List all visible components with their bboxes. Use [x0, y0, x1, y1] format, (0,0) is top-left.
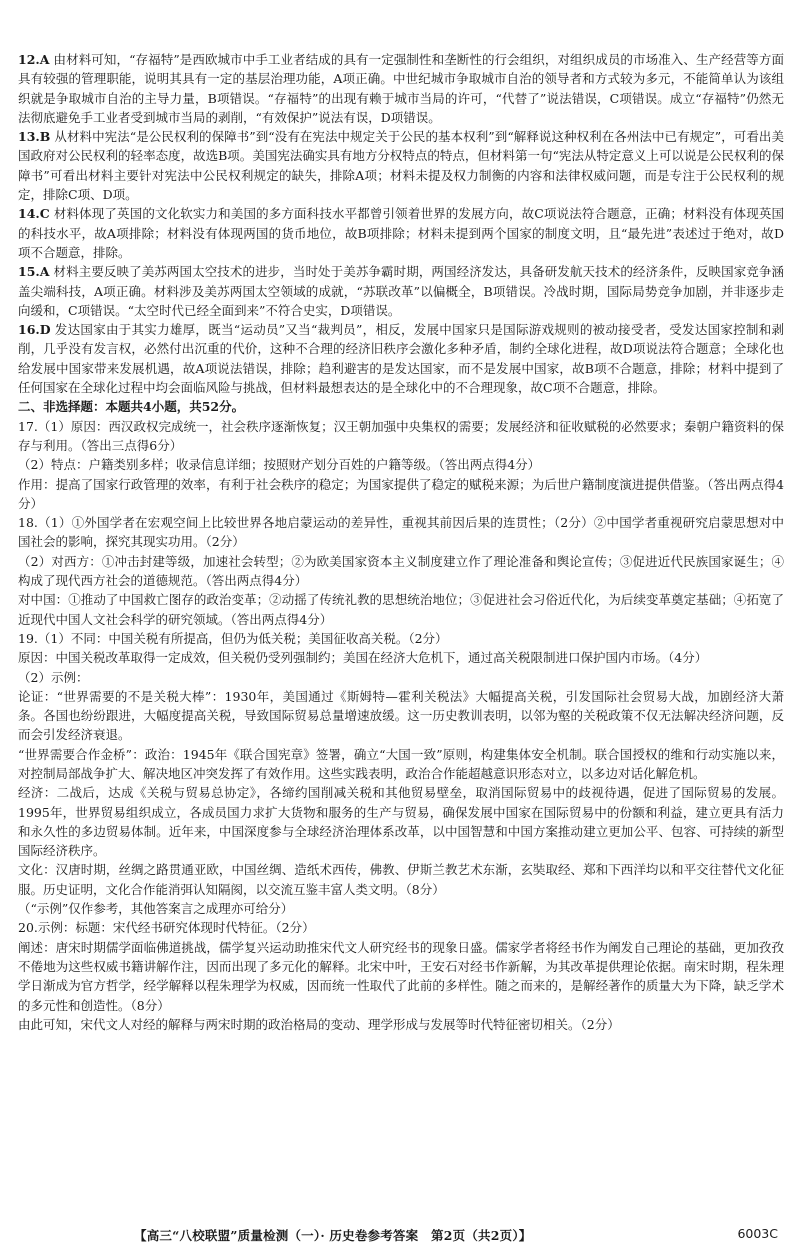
- answer-text: 从材料中宪法“是公民权利的保障书”到“没有在宪法中规定关于公民的基本权利”到“解释说这种权利在各州法中已有规定”，可看出美国政府对公民权利的轻率态度，故选B项。美国宪法确实具有地方分权特点的特点，但材料第一句“宪法从特定意义上可以说是公民权利的保障书”可看出材料主要针对宪法中公民权利规定的缺失，排除A项；材料未提及权力制衡的内容和法律权威问题，而是专注于公民权利的规定，排除C项、D项。: [18, 129, 784, 203]
- answer-12: [18, 50, 784, 127]
- answer-18-part-3: 对中国：①推动了中国救亡图存的政治变革；②动摇了传统礼教的思想统治地位；③促进社会习俗近代化，为后续变革奠定基础；④拓宽了近现代中国人文社会科学的研究领域。（答出两点得4分）: [18, 592, 784, 627]
- answer-18: [18, 513, 784, 629]
- answer-14: [18, 204, 784, 262]
- answer-20-part-3: 由此可知，宋代文人对经的解释与两宋时期的政治格局的变动、理学形成与发展等时代特征密切相关。（2分）: [18, 1016, 620, 1032]
- section-title: 二、非选择题：本题共4小题，共52分。: [18, 399, 245, 415]
- answer-19-part-5: “世界需要合作金桥”：政治：1945年《联合国宪章》签署，确立“大国一致”原则，构建集体安全机制。联合国授权的维和行动实施以来，对控制局部战争扩大、解决地区冲突发挥了有效作用。这些实践表明，政治合作能超越意识形态对立，以多边对话化解危机。: [18, 746, 784, 781]
- answer-19-part-7: 文化：汉唐时期，丝绸之路贯通亚欧，中国丝绸、造纸术西传，佛教、伊斯兰教艺术东渐，玄奘取经、郑和下西洋均以和平交往替代文化征服。历史证明，文化合作能消弭认知隔阂，以交流互鉴丰富人类文明。（8分）: [18, 862, 784, 897]
- answer-20: [18, 918, 784, 1034]
- answer-number: 12.A: [18, 52, 50, 67]
- answer-text: 材料主要反映了美苏两国太空技术的进步，当时处于美苏争霸时期，两国经济发达，具备研发航天技术的经济条件，反映国家竞争涵盖尖端科技，A项正确。材料涉及美苏两国太空领域的成就，“苏联改革”以偏概全，B项错误。冷战时期，国际局势竞争加剧，并非逐步走向缓和，C项错误。“太空时代已经全面到来”不符合史实，D项错误。: [18, 264, 784, 318]
- answer-20-part-2: 阐述：唐宋时期儒学面临佛道挑战，儒学复兴运动助推宋代文人研究经书的现象日盛。儒家学者将经书作为阐发自己理论的基础，更加孜孜不倦地为这些权威书籍讲解作注，因而出现了多元化的解释。北宋中叶，王安石对经书作新解，为其改革提供理论依据。南宋时期，程朱理学日渐成为官方哲学，经学解释以程朱理学为权威，因而统一性取代了此前的多样性。随之而来的，是解经著作的质量大为下降，缺乏学术的多元性和创造性。（8分）: [18, 939, 784, 1013]
- answer-17: [18, 417, 784, 513]
- answer-19: [18, 629, 784, 918]
- answer-18-part-2: （2）对西方：①冲击封建等级，加速社会转型；②为欧美国家资本主义制度建立作了理论准备和舆论宣传；③促进近代民族国家诞生；④构成了现代西方社会的道德规范。（答出两点得4分）: [18, 553, 784, 589]
- footer-title: 【高三“八校联盟”质量检测（一）· 历史卷参考答案 第2页（共2页）】: [134, 1228, 532, 1243]
- answer-number: 14.C: [18, 206, 50, 222]
- answer-19-part-2: 原因：中国关税改革取得一定成效，但关税仍受列强制约；美国在经济大危机下，通过高关税限制进口保护国内市场。（4分）: [18, 650, 708, 666]
- answer-number: 16.D: [18, 322, 51, 338]
- answer-number: 20.: [18, 920, 38, 936]
- answer-20-part-1: 20.示例：标题：宋代经书研究体现时代特征。（2分）: [18, 920, 315, 936]
- footer-code: 6003C: [737, 1226, 778, 1241]
- answer-page: [18, 50, 784, 1034]
- answer-text: 发达国家由于其实力雄厚，既当“运动员”又当“裁判员”，相反，发展中国家只是国际游戏规则的被动接受者，受发达国家控制和剥削，几乎没有发言权，必然付出沉重的代价，这种不合理的经济旧秩序会激化多种矛盾，制约全球化进程，故D项说法符合题意；全球化也给发展中国家带来发展机遇，故A项说法错误，排除；趋利避害的是发达国家，而不是发展中国家，故B项不合题意，排除；材料中提到了任何国家在全球化过程中均会面临风险与挑战，但材料最想表达的是全球化中的不合理现象，故C项不合题意，排除。: [18, 322, 784, 396]
- answer-19-part-4: 论证：“世界需要的不是关税大棒”：1930年，美国通过《斯姆特—霍利关税法》大幅提高关税，引发国际社会贸易大战，加剧经济大萧条。各国也纷纷跟进，大幅度提高关税，导致国际贸易总量增速放缓。这一历史教训表明，以邻为壑的关税政策不仅无法解决经济问题，反而会引发经济衰退。: [18, 688, 784, 743]
- answer-number: 13.B: [18, 129, 51, 145]
- answer-number: 17.: [18, 418, 38, 434]
- answer-17-part-2: （2）特点：户籍类别多样；收录信息详细；按照财产划分百姓的户籍等级。（答出两点得4分）: [18, 457, 541, 473]
- answer-number: 19.: [18, 630, 38, 646]
- answer-19-part-1: 19.（1）不同：中国关税有所提高，但仍为低关税；美国征收高关税。（2分）: [18, 630, 448, 646]
- answer-13: [18, 127, 784, 204]
- answer-text: 由材料可知，“存福特”是西欧城市中手工业者结成的具有一定强制性和垄断性的行会组织，对组织成员的市场准入、生产经营等方面具有较强的管理职能，说明其具有一定的基层治理功能，A项正确。中世纪城市争取城市自治的领导者和方式较为多元，不能简单认为该组织就是争取城市自治的主导力量，B项错误。“存福特”的出现有赖于城市当局的许可，“代替了”说法错误，C项错误。成立“存福特”仍然无法彻底避免手工业者受到城市当局的剥削，“有效保护”说法有误，D项错误。: [18, 52, 784, 125]
- answer-number: 15.A: [18, 264, 50, 280]
- answer-17-part-3: 作用：提高了国家行政管理的效率，有利于社会秩序的稳定；为国家提供了稳定的赋税来源；为后世户籍制度演进提供借鉴。（答出两点得4分）: [18, 476, 784, 511]
- answer-text: 材料体现了英国的文化软实力和美国的多方面科技水平都曾引领着世界的发展方向，故C项说法符合题意，正确；材料没有体现英国的科技水平，故A项排除；材料没有体现两国的货币地位，故B项排除；材料未提到两个国家的制度文明，且“最先进”表述过于绝对，故D项不合题意，排除。: [18, 206, 784, 260]
- answer-19-part-6: 经济：二战后，达成《关税与贸易总协定》，各缔约国削减关税和其他贸易壁垒，取消国际贸易中的歧视待遇，促进了国际贸易的发展。1995年，世界贸易组织成立，各成员国力求扩大货物和服务的生产与贸易，确保发展中国家在国际贸易中的份额和利益，建立更具有活力和永久性的多边贸易体制。近年来，中国深度参与全球经济治理体系改革，以中国智慧和中国方案推动建立更加公平、包容、可持续的新型国际经济秩序。: [18, 785, 784, 859]
- answer-15: [18, 262, 784, 320]
- answer-17-part-1: 17.（1）原因：西汉政权完成统一，社会秩序逐渐恢复；汉王朝加强中央集权的需要；发展经济和征收赋税的必然要求；秦朝户籍资料的保存与利用。（答出三点得6分）: [18, 418, 784, 453]
- page-footer: [0, 1226, 800, 1250]
- answer-19-part-8: （“示例”仅作参考，其他答案言之成理亦可给分）: [18, 901, 294, 917]
- answer-19-part-3: （2）示例：: [18, 669, 89, 685]
- answer-18-part-1: 18.（1）①外国学者在宏观空间上比较世界各地启蒙运动的差异性，重视其前因后果的连贯性；（2分）②中国学者重视研究启蒙思想对中国社会的影响，探究其现实功用。（2分）: [18, 515, 784, 550]
- answer-number: 18.: [18, 515, 38, 531]
- answer-16: [18, 320, 784, 397]
